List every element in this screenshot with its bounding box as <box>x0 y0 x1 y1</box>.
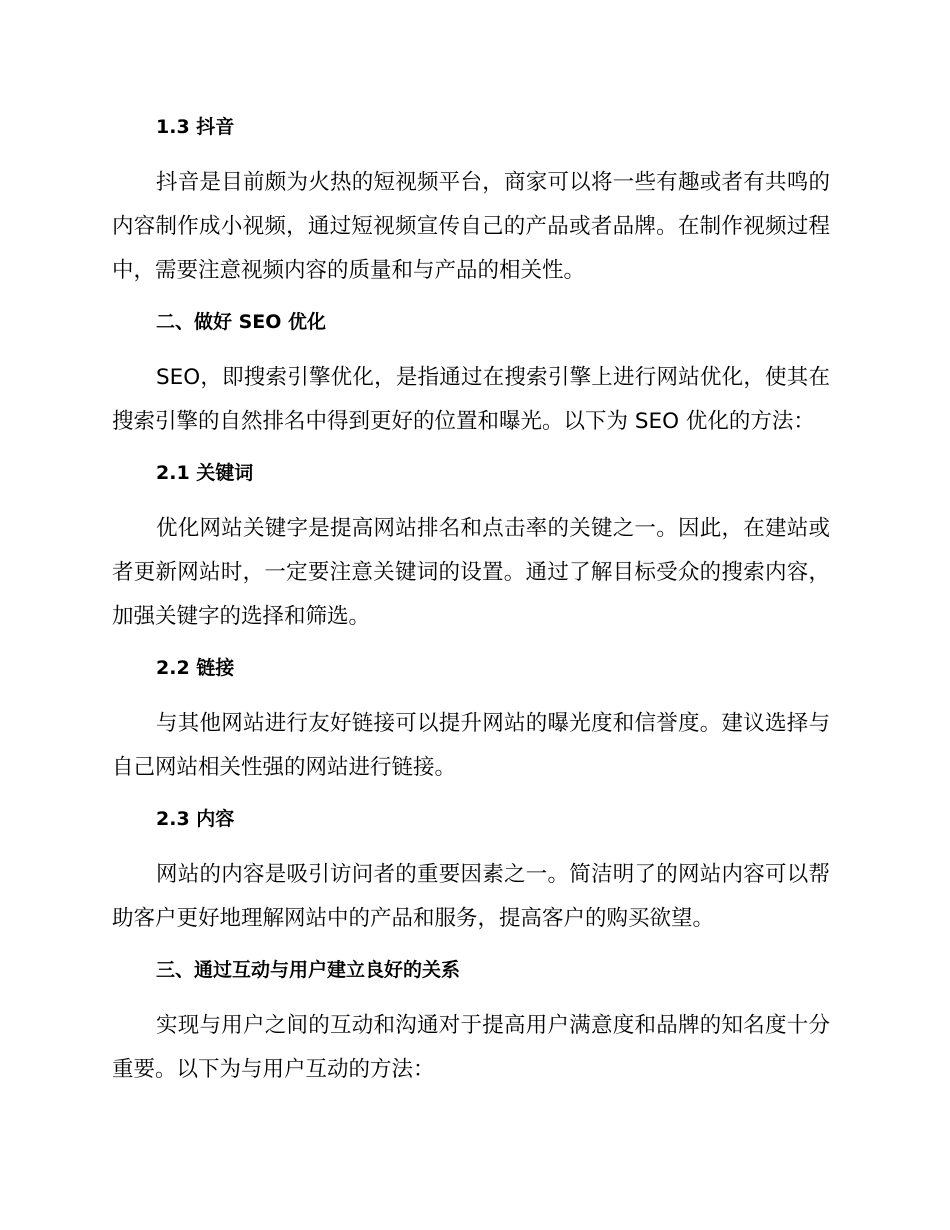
spacer <box>112 688 830 702</box>
section-paragraph-seo: SEO，即搜索引擎优化，是指通过在搜索引擎上进行网站优化，使其在搜索引擎的自然排名中得到更好的位置和曝光。以下为 SEO 优化的方法： <box>112 365 830 434</box>
spacer <box>112 839 830 853</box>
section-heading-links: 2.2 链接 <box>156 657 235 679</box>
spacer <box>112 147 830 161</box>
section-heading-keywords: 2.1 关键词 <box>156 462 254 484</box>
spacer <box>112 493 830 507</box>
section-heading-seo: 二、做好 SEO 优化 <box>156 311 327 333</box>
section-paragraph-content: 网站的内容是吸引访问者的重要因素之一。简洁明了的网站内容可以帮助客户更好地理解网站中的产品和服务，提高客户的购买欲望。 <box>112 862 830 931</box>
spacer <box>112 444 830 454</box>
spacer <box>112 639 830 649</box>
spacer <box>112 941 830 951</box>
document-body <box>112 108 830 1092</box>
spacer <box>112 293 830 303</box>
section-paragraph-interaction: 实现与用户之间的互动和沟通对于提高用户满意度和品牌的知名度十分重要。以下为与用户互动的方法： <box>112 1013 830 1082</box>
spacer <box>112 990 830 1004</box>
section-heading-interaction: 三、通过互动与用户建立良好的关系 <box>156 959 461 981</box>
spacer <box>112 342 830 356</box>
section-heading-content: 2.3 内容 <box>156 808 235 830</box>
spacer <box>112 790 830 800</box>
section-paragraph-links: 与其他网站进行友好链接可以提升网站的曝光度和信誉度。建议选择与自己网站相关性强的网站进行链接。 <box>112 711 830 780</box>
section-heading-douyin: 1.3 抖音 <box>156 116 235 138</box>
section-paragraph-douyin: 抖音是目前颇为火热的短视频平台，商家可以将一些有趣或者有共鸣的内容制作成小视频，通过短视频宣传自己的产品或者品牌。在制作视频过程中，需要注意视频内容的质量和与产品的相关性。 <box>112 170 830 283</box>
section-paragraph-keywords: 优化网站关键字是提高网站排名和点击率的关键之一。因此，在建站或者更新网站时，一定要注意关键词的设置。通过了解目标受众的搜索内容，加强关键字的选择和筛选。 <box>112 516 830 629</box>
